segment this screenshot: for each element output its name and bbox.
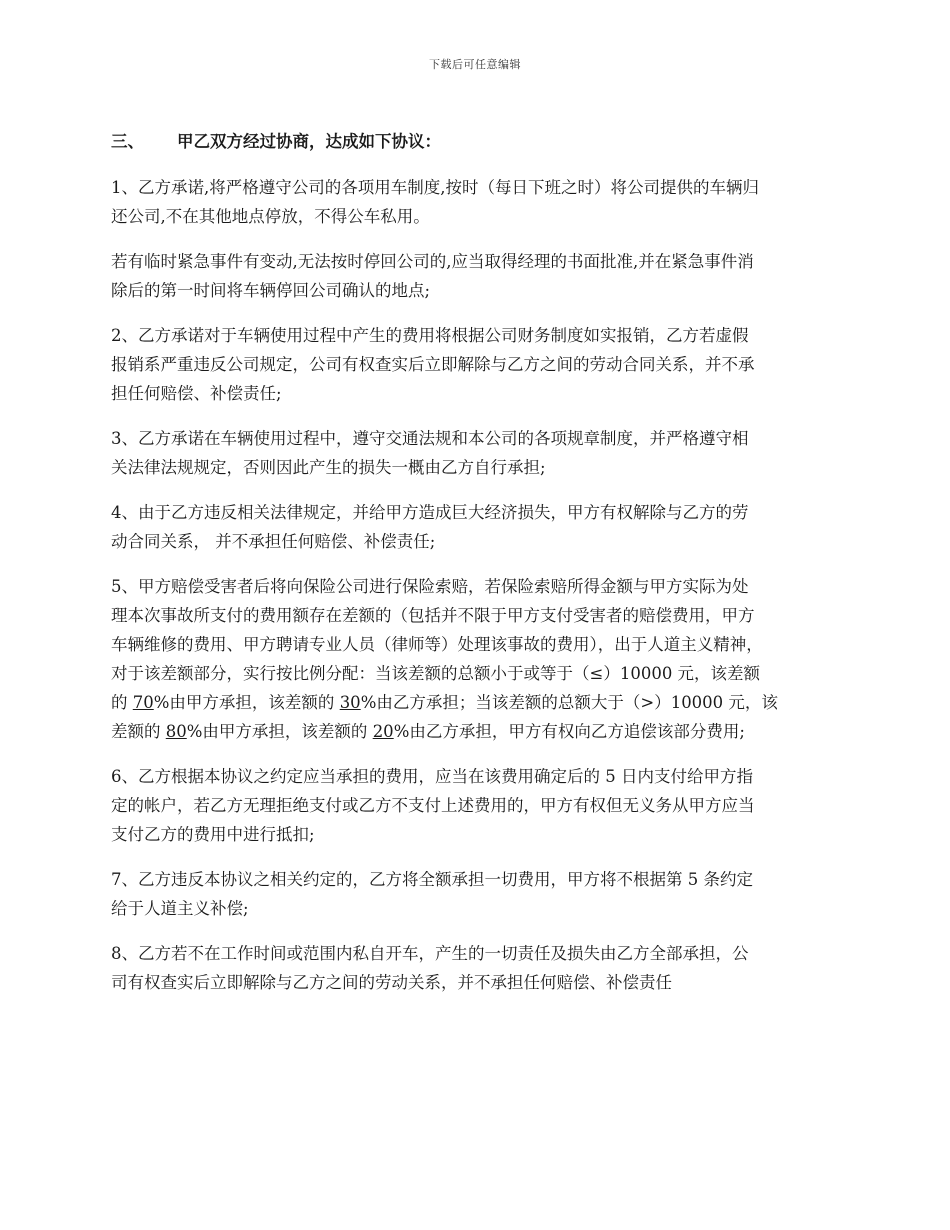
clause-line: 除后的第一时间将车辆停回公司确认的地点; (111, 281, 431, 300)
clause-line: 支付乙方的费用中进行抵扣; (111, 825, 315, 844)
clause-line: 动合同关系， 并不承担任何赔偿、补偿责任; (111, 532, 436, 551)
clause-7 (111, 865, 841, 923)
clause-line: 给于人道主义补偿; (111, 899, 249, 918)
clause-line (111, 688, 841, 717)
text-fragment: 差额的 (111, 722, 166, 741)
text-fragment: 的 (111, 693, 133, 712)
clause-2 (111, 321, 841, 408)
clause-line: 6、乙方根据本协议之约定应当承担的费用，应当在该费用确定后的 5 日内支付给甲方指 (111, 767, 753, 786)
clause-line: 7、乙方违反本协议之相关约定的，乙方将全额承担一切费用，甲方将不根据第 5 条约定 (111, 870, 753, 889)
underlined-percent: 70 (132, 693, 154, 712)
clause-line: 定的帐户，若乙方无理拒绝支付或乙方不支付上述费用的，甲方有权但无义务从甲方应当 (111, 796, 755, 815)
clause-line: 担任何赔偿、补偿责任; (111, 384, 282, 403)
text-fragment: %由甲方承担，该差额的 (153, 693, 340, 712)
clause-line: 4、由于乙方违反相关法律规定，并给甲方造成巨大经济损失，甲方有权解除与乙方的劳 (111, 503, 749, 522)
clause-line: 司有权查实后立即解除与乙方之间的劳动关系，并不承担任何赔偿、补偿责任 (111, 973, 672, 992)
page-header: 下载后可任意编辑 (429, 58, 521, 71)
clause-line: 报销系严重违反公司规定，公司有权查实后立即解除与乙方之间的劳动合同关系，并不承 (111, 355, 755, 374)
clause-line: 3、乙方承诺在车辆使用过程中，遵守交通法规和本公司的各项规章制度，并严格遵守相 (111, 429, 749, 448)
clause-line: 理本次事故所支付的费用额存在差额的（包括并不限于甲方支付受害者的赔偿费用，甲方 (111, 606, 755, 625)
section-title: 甲乙双方经过协商，达成如下协议： (177, 132, 441, 151)
clause-1-supplement (111, 247, 841, 305)
section-heading (111, 127, 841, 157)
text-fragment: %由乙方承担；当该差额的总额大于（>）10000 元，该 (360, 693, 778, 712)
underlined-percent: 80 (165, 722, 187, 741)
clause-8 (111, 939, 841, 997)
clause-line: 5、甲方赔偿受害者后将向保险公司进行保险索赔，若保险索赔所得金额与甲方实际为处 (111, 577, 749, 596)
clause-1 (111, 173, 841, 231)
clause-3 (111, 424, 841, 482)
document-body (111, 127, 841, 1013)
clause-line: 2、乙方承诺对于车辆使用过程中产生的费用将根据公司财务制度如实报销，乙方若虚假 (111, 326, 749, 345)
clause-line: 车辆维修的费用、甲方聘请专业人员（律师等）处理该事故的费用），出于人道主义精神， (111, 635, 763, 654)
clause-4 (111, 498, 841, 556)
clause-5 (111, 572, 841, 746)
text-fragment: %由甲方承担，该差额的 (186, 722, 373, 741)
clause-line: 8、乙方若不在工作时间或范围内私自开车，产生的一切责任及损失由乙方全部承担，公 (111, 944, 749, 963)
clause-6 (111, 762, 841, 849)
underlined-percent: 30 (339, 693, 361, 712)
text-fragment: %由乙方承担，甲方有权向乙方追偿该部分费用; (393, 722, 745, 741)
clause-line (111, 717, 841, 746)
section-number: 三、 (111, 132, 144, 151)
clause-line: 关法律法规规定，否则因此产生的损失一概由乙方自行承担; (111, 458, 546, 477)
underlined-percent: 20 (372, 722, 394, 741)
clause-line: 还公司,不在其他地点停放，不得公车私用。 (111, 207, 430, 226)
clause-line: 1、乙方承诺,将严格遵守公司的各项用车制度,按时（每日下班之时）将公司提供的车辆归 (111, 178, 759, 197)
clause-line: 若有临时紧急事件有变动,无法按时停回公司的,应当取得经理的书面批准,并在紧急事件消 (111, 252, 754, 271)
clause-line: 对于该差额部分，实行按比例分配：当该差额的总额小于或等于（≤）10000 元，该差额 (111, 664, 761, 683)
